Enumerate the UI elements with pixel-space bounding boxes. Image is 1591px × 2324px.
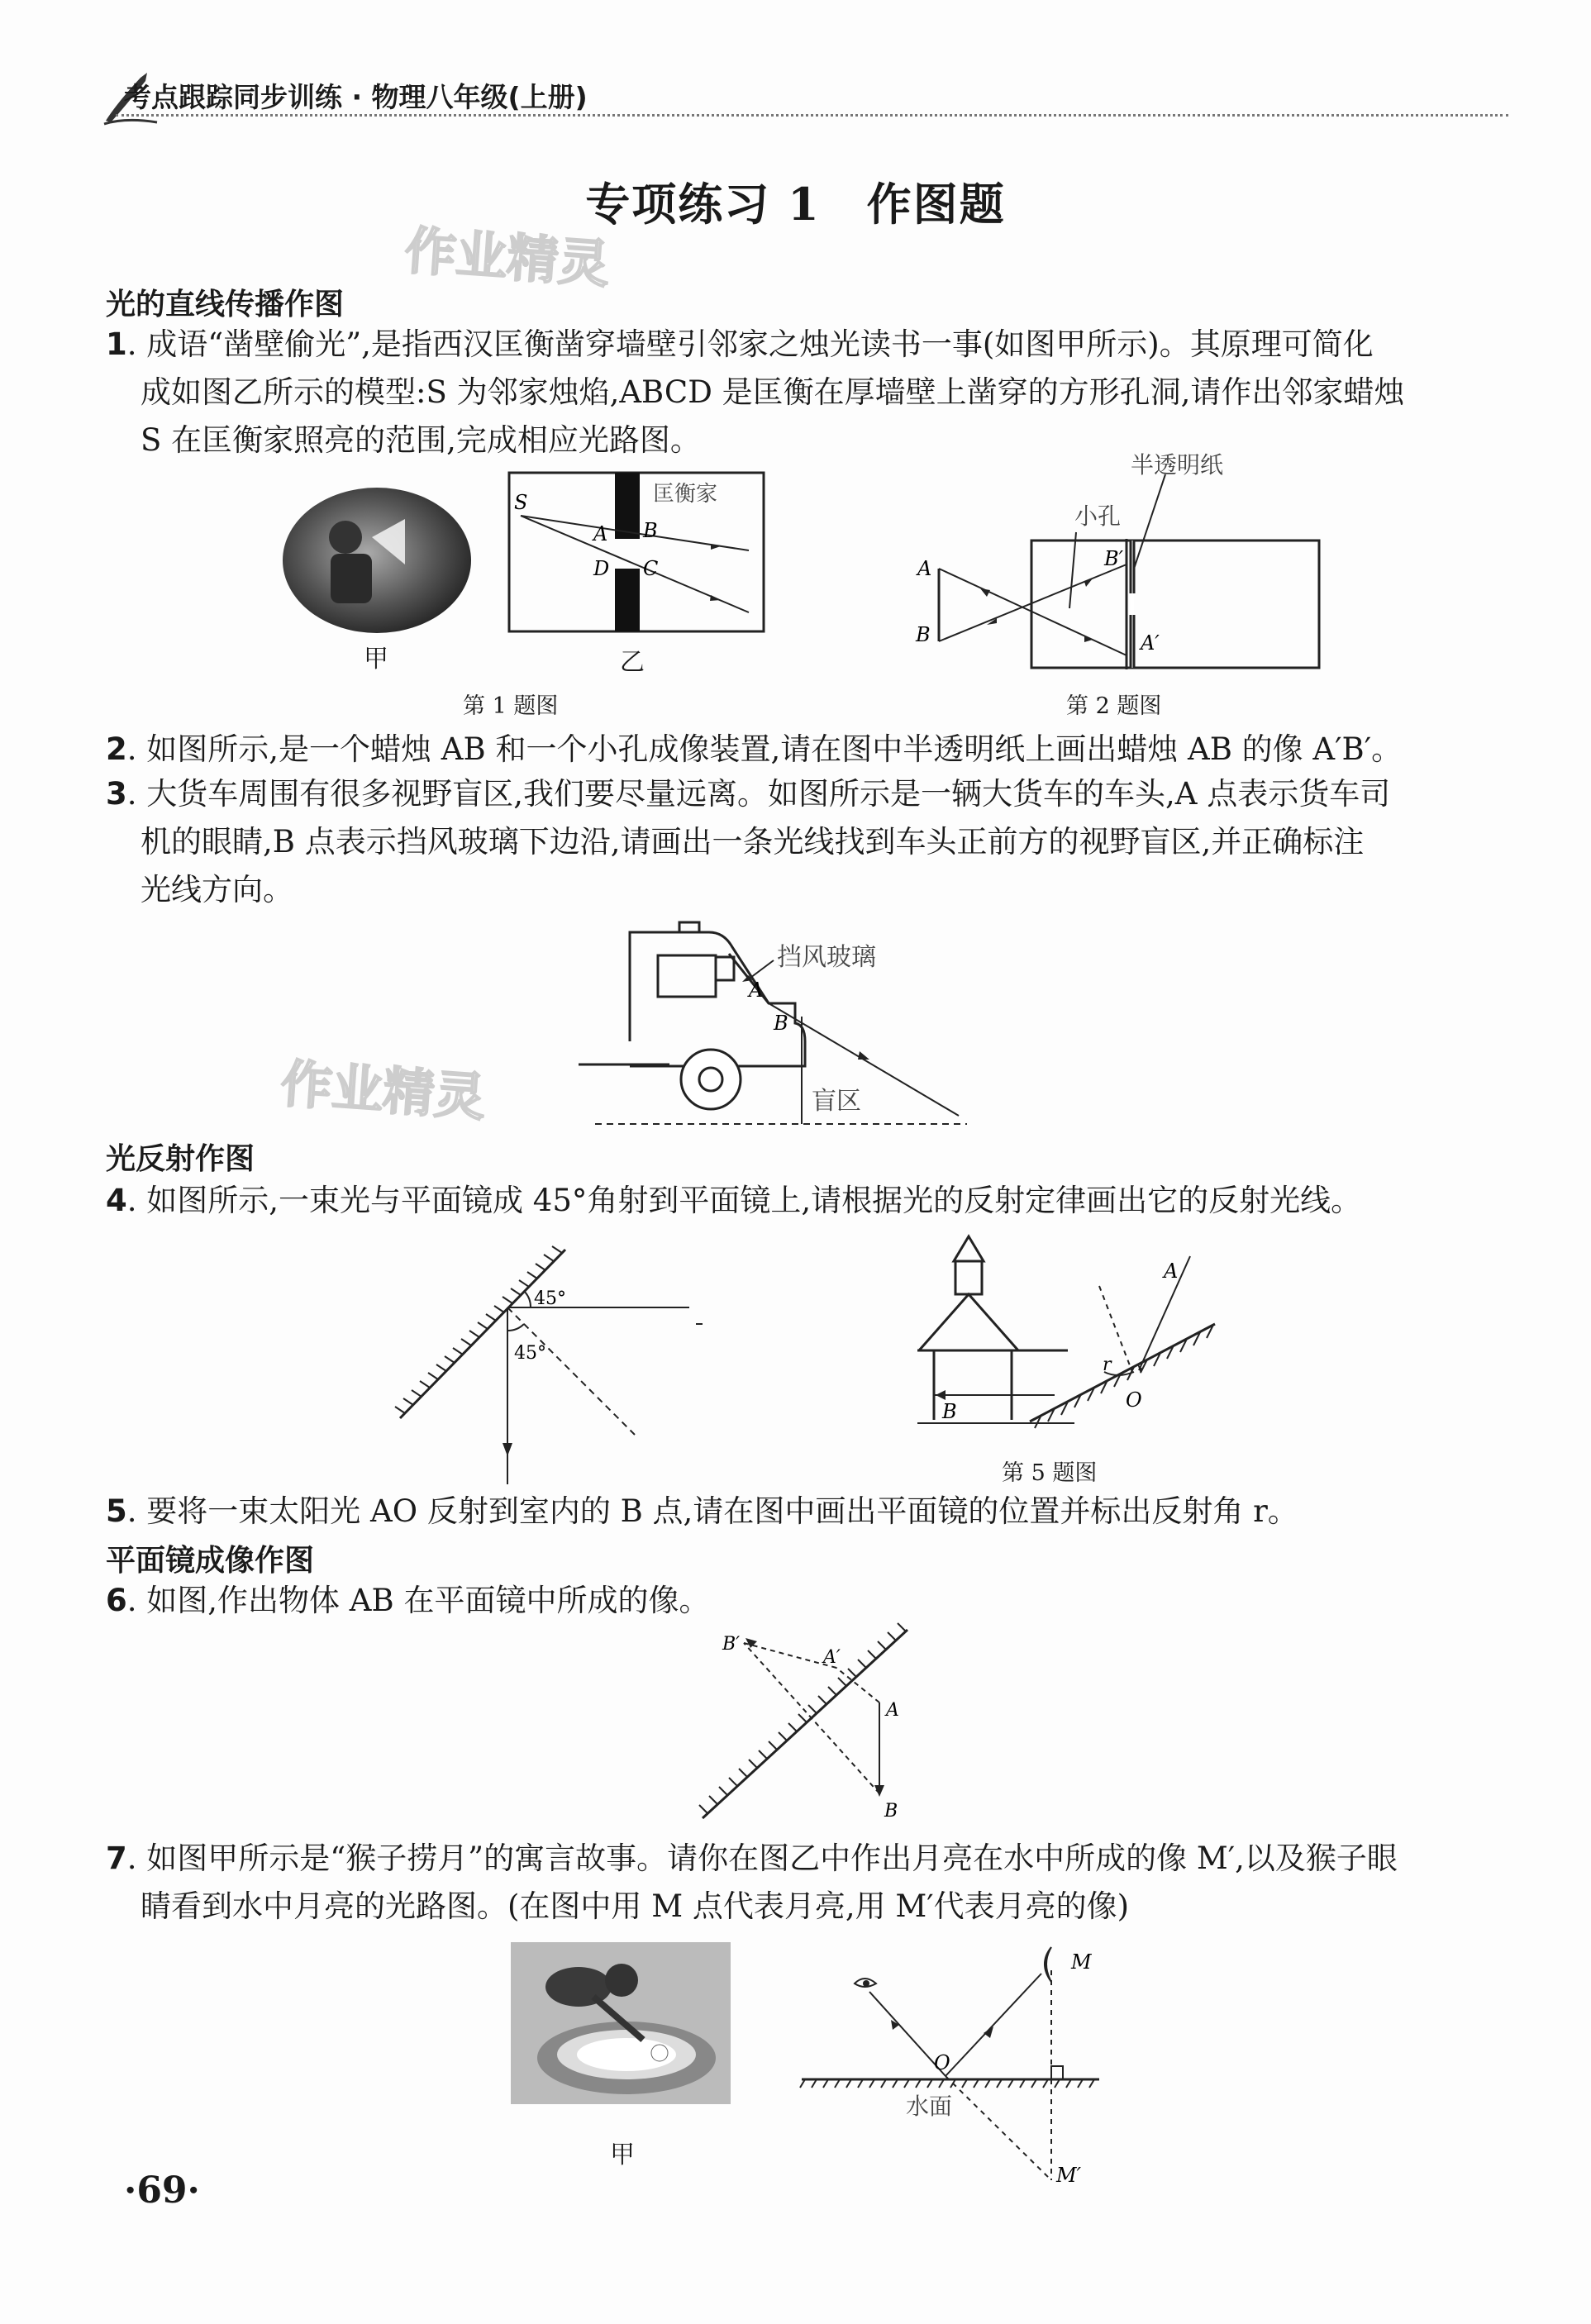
question-text: 成如图乙所示的模型:S 为邻家烛焰,ABCD 是匡衡在厚墙壁上凿穿的方形孔洞,请作出邻家蜡烛 xyxy=(141,374,1405,410)
point-label: A xyxy=(886,1700,899,1721)
question-text: 机的眼睛,B 点表示挡风玻璃下边沿,请画出一条光线找到车头正前方的视野盲区,并正确标注 xyxy=(141,824,1365,860)
point-label: O xyxy=(1126,1388,1142,1412)
point-label: A xyxy=(593,522,608,545)
figure-caption: 第 2 题图 xyxy=(1066,693,1162,719)
question-number: 6 xyxy=(106,1583,127,1618)
section-heading: 光反射作图 xyxy=(106,1142,255,1176)
question-2 xyxy=(106,726,1503,774)
point-label: B′ xyxy=(722,1634,741,1655)
question-number: 3 xyxy=(106,776,127,812)
question-text: . 大货车周围有很多视野盲区,我们要尽量远离。如图所示是一辆大货车的车头,A 点表示货车司 xyxy=(126,776,1391,812)
figure-caption: 第 1 题图 xyxy=(463,693,559,719)
question-7 xyxy=(106,1835,1503,1931)
region-label: 匡衡家 xyxy=(653,482,718,507)
watermark: 作业精灵 xyxy=(403,220,612,295)
question-text: . 如图,作出物体 AB 在平面镜中所成的像。 xyxy=(126,1583,710,1618)
label-windshield: 挡风玻璃 xyxy=(777,943,876,972)
point-label: B xyxy=(774,1012,788,1035)
question-text: . 如图所示,是一个蜡烛 AB 和一个小孔成像装置,请在图中半透明纸上画出蜡烛 AB 的像 A′B′。 xyxy=(126,731,1403,767)
question-text: 睛看到水中月亮的光路图。(在图中用 M 点代表月亮,用 M′代表月亮的像) xyxy=(141,1888,1130,1924)
monkey-illustration xyxy=(511,1942,731,2104)
question-text: . 要将一束太阳光 AO 反射到室内的 B 点,请在图中画出平面镜的位置并标出反射角 r。 xyxy=(126,1493,1298,1529)
label-water-surface: 水面 xyxy=(906,2093,953,2120)
point-label: S xyxy=(514,491,528,514)
figure-caption: 第 5 题图 xyxy=(1002,1460,1098,1486)
point-label: B xyxy=(884,1801,898,1822)
question-text: . 如图所示,一束光与平面镜成 45°角射到平面镜上,请根据光的反射定律画出它的反射光线。 xyxy=(126,1183,1362,1218)
figure-3-truck xyxy=(579,917,975,1132)
figure-label: 甲 xyxy=(610,2141,635,2169)
point-label: M xyxy=(1071,1950,1092,1974)
figure-2-diagram xyxy=(901,453,1331,684)
point-label: M′ xyxy=(1056,2164,1082,2187)
figure-5-house xyxy=(901,1231,1231,1446)
label-translucent-paper: 半透明纸 xyxy=(1131,453,1224,479)
point-label: A′ xyxy=(1141,631,1160,655)
question-5 xyxy=(106,1488,1503,1536)
question-3 xyxy=(106,770,1503,914)
question-number: 2 xyxy=(106,731,127,767)
point-label: O xyxy=(934,2051,950,2074)
point-label: D xyxy=(593,557,610,580)
point-label: A xyxy=(1164,1260,1179,1283)
header-title: 考点跟踪同步训练 · 物理八年级(上册) xyxy=(124,81,588,113)
point-label: A xyxy=(917,557,932,580)
scholar-illustration xyxy=(281,486,473,635)
point-label: B xyxy=(942,1400,957,1423)
question-text: . 如图甲所示是“猴子捞月”的寓言故事。请你在图乙中作出月亮在水中所成的像 M′,以及猴子眼 xyxy=(126,1841,1398,1876)
question-text: . 成语“凿壁偷光”,是指西汉匡衡凿穿墙壁引邻家之烛光读书一事(如图甲所示)。其原理可简化 xyxy=(126,326,1374,362)
angle-label: 45° xyxy=(514,1343,546,1364)
question-6 xyxy=(106,1577,1503,1625)
label-pinhole: 小孔 xyxy=(1074,502,1122,530)
point-label: A xyxy=(749,979,764,1002)
question-number: 7 xyxy=(106,1841,127,1876)
question-number: 1 xyxy=(106,326,127,362)
point-label: B′ xyxy=(1104,547,1124,570)
figure-label: 甲 xyxy=(364,645,388,674)
section-heading: 平面镜成像作图 xyxy=(106,1544,315,1578)
question-4 xyxy=(106,1177,1503,1225)
point-label: B xyxy=(916,623,931,646)
page-title: 专项练习 1 作图题 xyxy=(585,178,1006,231)
question-number: 5 xyxy=(106,1493,127,1529)
question-number: 4 xyxy=(106,1183,127,1218)
figure-7b-diagram xyxy=(793,1941,1108,2188)
figure-1b-diagram xyxy=(504,468,769,637)
label-blind-zone: 盲区 xyxy=(812,1087,861,1116)
point-label: B xyxy=(643,519,658,542)
angle-label: 45° xyxy=(534,1288,566,1309)
question-1 xyxy=(106,321,1503,464)
question-text: S 在匡衡家照亮的范围,完成相应光路图。 xyxy=(141,422,701,458)
question-text: 光线方向。 xyxy=(141,872,293,907)
page-number: ·69· xyxy=(124,2169,200,2212)
header-divider xyxy=(116,114,1508,117)
watermark: 作业精灵 xyxy=(279,1053,488,1128)
point-label: r xyxy=(1103,1355,1112,1375)
figure-label: 乙 xyxy=(620,648,645,677)
section-heading: 光的直线传播作图 xyxy=(106,288,345,321)
figure-4-mirror xyxy=(388,1245,719,1489)
point-label: A′ xyxy=(823,1647,841,1668)
point-label: C xyxy=(643,557,659,580)
figure-6-mirror xyxy=(694,1620,926,1826)
